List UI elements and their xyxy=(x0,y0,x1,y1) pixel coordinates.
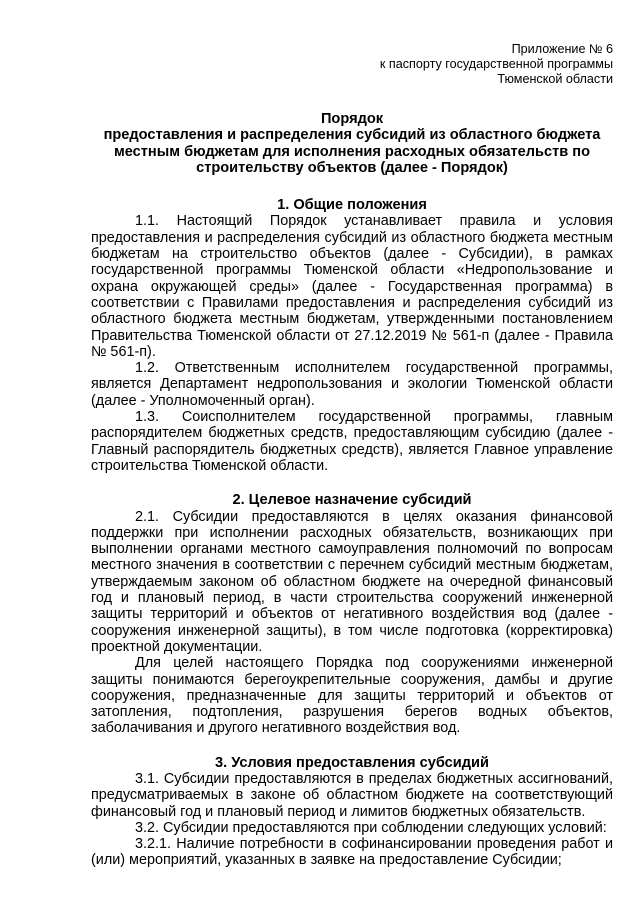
title-line-1: Порядок xyxy=(320,111,384,127)
section-heading: 1. Общие положения xyxy=(277,197,427,214)
appendix-note xyxy=(91,42,613,87)
paragraph: 3.1. Субсидии предоставляются в пределах бюджетных ассигнований, предусматриваемых в законе об областном бюджете на соответствующий финансовый год и плановый период и лимитов бюджетных обязательств. xyxy=(91,770,613,820)
paragraph: 1.1. Настоящий Порядок устанавливает правила и условия предоставления и распределения субсидий из областного бюджета местным бюджетам на строительство объектов (далее - Субсидии), в рамках государственной программы Тюменской области «Недропользование и охрана окружающей среды» (далее - Государственная программа) в соответствии с Правилами предоставления и распределения субсидий из областного бюджета местным бюджетам, утвержденными постановлением Правительства Тюменской области от 27.12.2019 № 561-п (далее - Правила № 561-п). xyxy=(91,213,613,360)
document-title xyxy=(91,111,613,176)
title-line-2: предоставления и распределения субсидий из областного бюджета xyxy=(103,127,601,144)
title-line-4: строительству объектов (далее - Порядок) xyxy=(196,159,508,176)
paragraph: 2.1. Субсидии предоставляются в целях оказания финансовой поддержки при исполнении расходных обязательств, возникающих при выполнении органами местного самоуправления полномочий по вопросам местного значения в соответствии с перечнем субсидий местным бюджетам, утверждаемым законом об областном бюджете на очередной финансовый год и плановый период, в части строительства сооружений инженерной защиты территорий и объектов от негативного воздействия вод (далее - сооружения инженерной защиты), в том числе подготовка (корректировка) проектной документации. xyxy=(91,508,613,655)
section-general-provisions xyxy=(91,197,613,474)
section-heading: 2. Целевое назначение субсидий xyxy=(232,492,472,509)
paragraph: Для целей настоящего Порядка под сооружениями инженерной защиты понимаются берегоукрепительные сооружения, дамбы и другие сооружения, предназначенные для защиты территорий и объектов от затопления, подтопления, разрушения берегов водных объектов, заболачивания и другого негативного воздействия вод. xyxy=(91,655,613,737)
section-conditions xyxy=(91,755,613,869)
paragraph: 3.2.1. Наличие потребности в софинансировании проведения работ и (или) мероприятий, указанных в заявке на предоставление Субсидии; xyxy=(91,836,613,869)
paragraph: 1.3. Соисполнителем государственной программы, главным распорядителем бюджетных средств, предоставляющим субсидию (далее - Главный распорядитель бюджетных средств), является Главное управление строительства Тюменской области. xyxy=(91,409,613,474)
paragraph: 3.2. Субсидии предоставляются при соблюдении следующих условий: xyxy=(135,819,607,836)
paragraph: 1.2. Ответственным исполнителем государственной программы, является Департамент недропользования и экологии Тюменской области (далее - Уполномоченный орган). xyxy=(91,360,613,409)
appendix-line-3: Тюменской области xyxy=(497,72,613,86)
appendix-line-2: к паспорту государственной программы xyxy=(379,57,613,71)
title-line-3: местным бюджетам для исполнения расходных обязательств по xyxy=(113,143,591,160)
section-purpose xyxy=(91,492,613,736)
appendix-line-1: Приложение № 6 xyxy=(511,42,613,56)
section-heading: 3. Условия предоставления субсидий xyxy=(215,754,489,771)
